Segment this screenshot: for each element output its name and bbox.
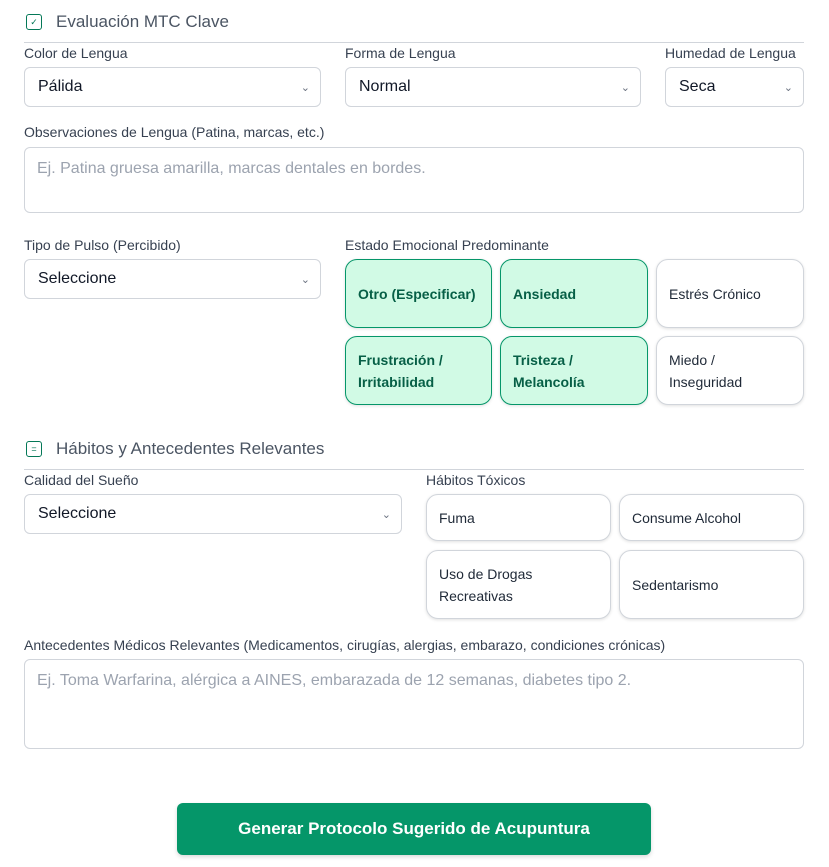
checklist-icon: ✓ bbox=[26, 14, 42, 30]
emotion-label: Estado Emocional Predominante bbox=[345, 237, 549, 253]
chevron-down-icon: ⌄ bbox=[783, 81, 793, 94]
emotion-chip-miedo[interactable]: Miedo / Inseguridad bbox=[656, 336, 804, 405]
section-header-evaluacion bbox=[26, 12, 229, 32]
emotion-chip-frustracion[interactable]: Frustración / Irritabilidad bbox=[345, 336, 492, 405]
toxic-label: Hábitos Tóxicos bbox=[426, 472, 526, 488]
sleep-select[interactable] bbox=[24, 494, 402, 534]
emotion-chip-tristeza[interactable]: Tristeza / Melancolía bbox=[500, 336, 648, 405]
section-title: Evaluación MTC Clave bbox=[56, 12, 229, 31]
tongue-notes-textarea[interactable]: Ej. Patina gruesa amarilla, marcas dentales en bordes. bbox=[24, 147, 804, 213]
chevron-down-icon: ⌄ bbox=[300, 273, 310, 286]
emotion-chip-otro[interactable]: Otro (Especificar) bbox=[345, 259, 492, 328]
divider bbox=[24, 469, 804, 470]
history-label: Antecedentes Médicos Relevantes (Medicamentos, cirugías, alergias, embarazo, condiciones crónicas) bbox=[24, 637, 666, 653]
sleep-label: Calidad del Sueño bbox=[24, 472, 139, 488]
history-textarea[interactable]: Ej. Toma Warfarina, alérgica a AINES, embarazada de 12 semanas, diabetes tipo 2. bbox=[24, 659, 804, 749]
tongue-color-label: Color de Lengua bbox=[24, 45, 128, 61]
chevron-down-icon: ⌄ bbox=[300, 81, 310, 94]
document-icon: = bbox=[26, 441, 42, 457]
section-title: Hábitos y Antecedentes Relevantes bbox=[56, 439, 325, 458]
pulse-label: Tipo de Pulso (Percibido) bbox=[24, 237, 181, 253]
pulse-select[interactable] bbox=[24, 259, 321, 299]
toxic-chip-alcohol[interactable]: Consume Alcohol bbox=[619, 494, 804, 541]
tongue-moisture-select[interactable] bbox=[665, 67, 804, 107]
toxic-chip-drogas[interactable]: Uso de Drogas Recreativas bbox=[426, 550, 611, 619]
chevron-down-icon: ⌄ bbox=[620, 81, 630, 94]
tongue-color-select[interactable] bbox=[24, 67, 321, 107]
toxic-chip-sedentarismo[interactable]: Sedentarismo bbox=[619, 550, 804, 619]
tongue-notes-label: Observaciones de Lengua (Patina, marcas, etc.) bbox=[24, 124, 325, 140]
toxic-chip-fuma[interactable]: Fuma bbox=[426, 494, 611, 541]
selected-value: Normal bbox=[359, 78, 411, 95]
selected-value: Seca bbox=[679, 78, 716, 95]
chevron-down-icon: ⌄ bbox=[381, 508, 391, 521]
selected-value: Pálida bbox=[38, 78, 83, 95]
divider bbox=[24, 42, 804, 43]
selected-value: Seleccione bbox=[38, 270, 117, 287]
emotion-chip-estres[interactable]: Estrés Crónico bbox=[656, 259, 804, 328]
generate-protocol-button[interactable]: Generar Protocolo Sugerido de Acupuntura bbox=[177, 803, 651, 855]
emotion-chip-ansiedad[interactable]: Ansiedad bbox=[500, 259, 648, 328]
selected-value: Seleccione bbox=[38, 505, 117, 522]
section-header-habitos bbox=[26, 439, 324, 459]
tongue-shape-select[interactable] bbox=[345, 67, 641, 107]
tongue-moisture-label: Humedad de Lengua bbox=[665, 45, 796, 61]
tongue-shape-label: Forma de Lengua bbox=[345, 45, 456, 61]
